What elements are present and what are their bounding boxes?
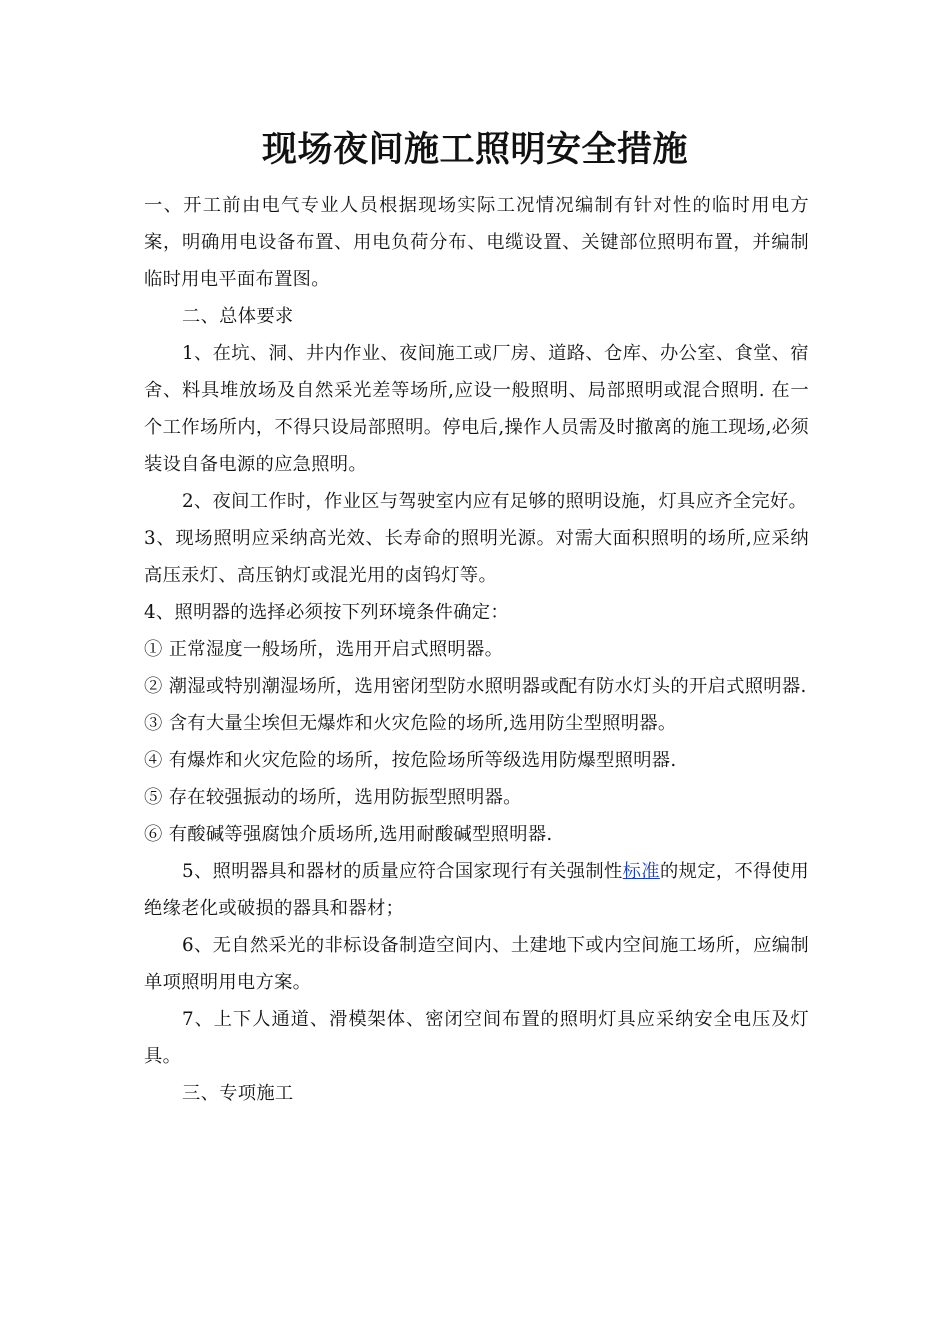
document-body (144, 187, 809, 1112)
paragraph-intro: 一、开工前由电气专业人员根据现场实际工况情况编制有针对性的临时用电方案，明确用电设备布置、用电负荷分布、电缆设置、关键部位照明布置，并编制临时用电平面布置图。 (144, 195, 809, 290)
section-heading-special: 三、专项施工 (182, 1083, 294, 1104)
list-item-damp: ② 潮湿或特别潮湿场所，选用密闭型防水照明器或配有防水灯头的开启式照明器. (144, 676, 807, 697)
paragraph-item-5-after: 的规定，不得使用绝缘老化或破损的器具和器材； (144, 861, 809, 919)
paragraph-item-3: 3、现场照明应采纳高光效、长寿命的照明光源。对需大面积照明的场所,应采纳高压汞灯、高压钠灯或混光用的卤钨灯等。 (144, 528, 809, 586)
document-title: 现场夜间施工照明安全措施 (261, 129, 688, 170)
paragraph-item-5 (144, 853, 809, 927)
list-item-vibration: ⑤ 存在较强振动的场所，选用防振型照明器。 (144, 787, 522, 808)
paragraph-item-4: 4、照明器的选择必须按下列环境条件确定： (144, 602, 509, 623)
list-item-dust: ③ 含有大量尘埃但无爆炸和火灾危险的场所,选用防尘型照明器。 (144, 713, 677, 734)
list-item-explosion: ④ 有爆炸和火灾危险的场所，按危险场所等级选用防爆型照明器. (144, 750, 677, 771)
standard-link[interactable]: 标准 (622, 861, 660, 882)
paragraph-item-6: 6、无自然采光的非标设备制造空间内、土建地下或内空间施工场所，应编制单项照明用电方案。 (144, 935, 809, 993)
paragraph-item-1: 1、在坑、洞、井内作业、夜间施工或厂房、道路、仓库、办公室、食堂、宿舍、料具堆放场及自然采光差等场所,应设一般照明、局部照明或混合照明. 在一个工作场所内，不得只设局部照明。停电后,操作人员需及时撤离的施工现场,必须装设自备电源的应急照明。 (144, 343, 809, 475)
section-heading-general: 二、总体要求 (182, 306, 294, 327)
list-item-corrosion: ⑥ 有酸碱等强腐蚀介质场所,选用耐酸碱型照明器. (144, 824, 553, 845)
list-item-normal-humidity: ① 正常湿度一般场所，选用开启式照明器。 (144, 639, 504, 660)
paragraph-item-7: 7、上下人通道、滑模架体、密闭空间布置的照明灯具应采纳安全电压及灯具。 (144, 1009, 809, 1067)
paragraph-item-2: 2、夜间工作时，作业区与驾驶室内应有足够的照明设施，灯具应齐全完好。 (182, 491, 808, 512)
paragraph-item-5-before: 5、照明器具和器材的质量应符合国家现行有关强制性 (182, 861, 623, 882)
